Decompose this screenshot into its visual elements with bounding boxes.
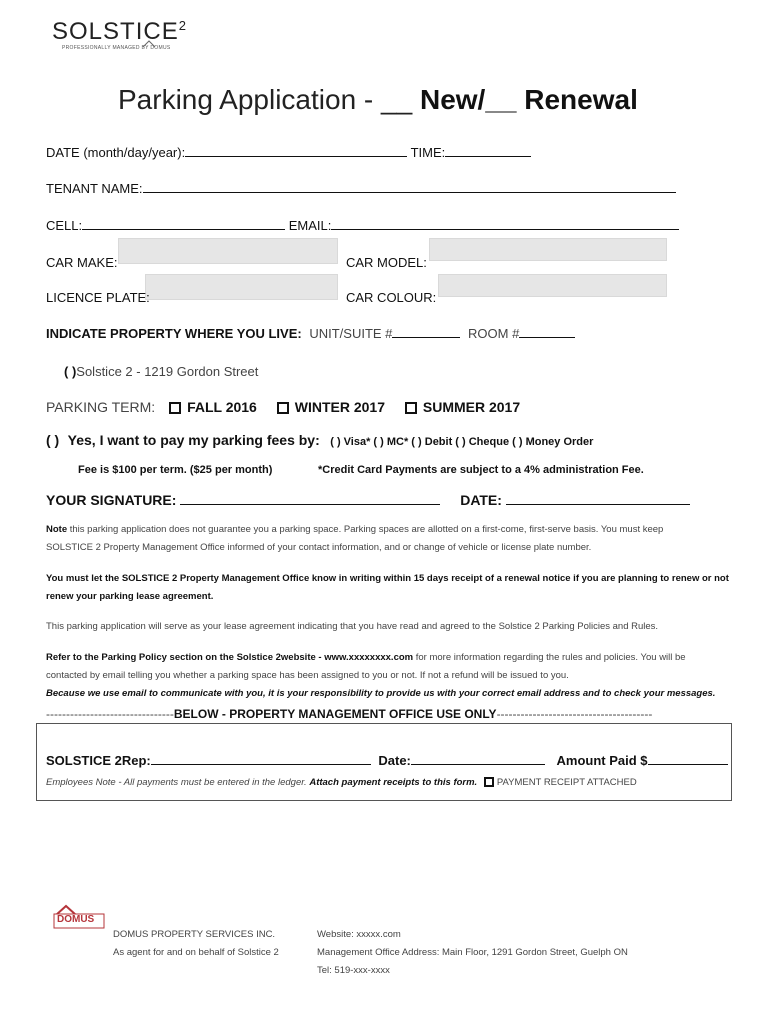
receipt-label: PAYMENT RECEIPT ATTACHED [496, 777, 637, 788]
cell-field[interactable] [82, 219, 285, 230]
email-warning: Because we use email to communicate with you, it is your responsibility to provide us with your correct email address and to check your messages. [46, 688, 716, 699]
payment-row [46, 432, 593, 450]
payment-methods[interactable]: ( ) Visa* ( ) MC* ( ) Debit ( ) Cheque ( ) Money Order [330, 436, 594, 448]
time-label: TIME: [410, 145, 446, 160]
logo-name: SOLSTICE [52, 18, 179, 45]
cell-email-row [46, 218, 679, 233]
refer-bold: Refer to the Parking Policy section on the Solstice 2website - www.xxxxxxxx.com [46, 652, 414, 663]
note-line-1 [46, 524, 663, 535]
tenant-name-field[interactable] [143, 182, 676, 193]
property-option[interactable] [64, 364, 258, 379]
tenant-label: TENANT NAME: [46, 181, 143, 196]
footer-tel: Tel: 519-xxx-xxxx [317, 965, 390, 976]
unit-field[interactable] [392, 327, 460, 338]
car-colour-label: CAR COLOUR: [346, 290, 437, 305]
agreement-note: This parking application will serve as your lease agreement indicating that you have read and agreed to the Solstice 2 Parking Policies and Rules. [46, 621, 659, 632]
office-use-heading [46, 707, 652, 721]
dash-right: --------------------------------------- [496, 707, 653, 721]
term-fall-label: FALL 2016 [187, 399, 257, 415]
footer-website: Website: xxxxx.com [317, 929, 401, 940]
property-row [46, 326, 575, 341]
car-make-field[interactable] [118, 238, 338, 264]
car-model-field[interactable] [429, 238, 667, 261]
renew-line-2: renew your parking lease agreement. [46, 591, 214, 602]
rep-label: SOLSTICE 2Rep: [46, 753, 151, 768]
employee-note-row [46, 777, 637, 788]
unit-label: UNIT/SUITE # [309, 326, 393, 341]
signature-field[interactable] [180, 494, 440, 505]
checkbox-icon [169, 402, 181, 414]
date-label: DATE (month/day/year): [46, 145, 186, 160]
logo-tagline: PROFESSIONALLY MANAGED BY DOMUS [62, 45, 171, 51]
property-option-marker: ( ) [64, 364, 77, 379]
cc-note: *Credit Card Payments are subject to a 4% administration Fee. [318, 464, 644, 476]
fee-note: Fee is $100 per term. ($25 per month) [78, 464, 273, 476]
checkbox-icon [405, 402, 417, 414]
term-option-winter[interactable] [277, 399, 385, 415]
tenant-row [46, 181, 676, 196]
time-field[interactable] [445, 146, 531, 157]
property-option-text: Solstice 2 - 1219 Gordon Street [76, 364, 259, 379]
signature-date-field[interactable] [506, 494, 690, 505]
car-make-label: CAR MAKE: [46, 255, 118, 270]
footer-address: Management Office Address: Main Floor, 1291 Gordon Street, Guelph ON [317, 947, 628, 958]
licence-label: LICENCE PLATE: [46, 290, 150, 305]
term-option-fall[interactable] [169, 399, 257, 415]
amount-label: Amount Paid $ [556, 753, 648, 768]
parking-term-label: PARKING TERM: [46, 399, 156, 415]
office-rep-row [46, 753, 728, 768]
domus-logo-text: DOMUS [57, 914, 95, 925]
note-text-1: this parking application does not guarantee you a parking space. Parking spaces are allotted on a first-come, first-serve basis. You must keep [67, 524, 664, 535]
property-label: INDICATE PROPERTY WHERE YOU LIVE: [46, 326, 302, 341]
email-field[interactable] [331, 219, 679, 230]
receipt-checkbox[interactable] [484, 777, 637, 788]
refer-line-2: contacted by email telling you whether a parking space has been assigned to you or not. If not a refund will be issued to you. [46, 670, 569, 681]
amount-field[interactable] [648, 754, 728, 765]
refer-line-1 [46, 652, 686, 663]
dash-left: -------------------------------- [46, 707, 174, 721]
parking-term-row [46, 399, 520, 415]
page-title [118, 84, 638, 116]
licence-plate-field[interactable] [145, 274, 338, 300]
title-prefix: Parking Application - __ [118, 84, 420, 115]
signature-label: YOUR SIGNATURE: [46, 492, 177, 508]
payment-label: Yes, I want to pay my parking fees by: [67, 432, 320, 448]
signature-date-label: DATE: [460, 492, 502, 508]
roof-icon [142, 40, 156, 48]
refer-rest: for more information regarding the rules and policies. You will be [413, 652, 686, 663]
term-summer-label: SUMMER 2017 [422, 399, 521, 415]
renew-line-1: You must let the SOLSTICE 2 Property Management Office know in writing within 15 days receipt of a renewal notice if you are planning to renew or not [46, 573, 729, 584]
note-line-2: SOLSTICE 2 Property Management Office informed of your contact information, and or change of vehicle or license plate number. [46, 542, 592, 553]
attach-note: Attach payment receipts to this form. [309, 777, 478, 788]
email-label: EMAIL: [288, 218, 332, 233]
date-time-row [46, 145, 531, 160]
solstice-logo [52, 18, 187, 46]
footer-company: DOMUS PROPERTY SERVICES INC. [113, 929, 276, 940]
employee-note: Employees Note - All payments must be entered in the ledger. [46, 777, 310, 788]
room-label: ROOM # [468, 326, 520, 341]
office-date-label: Date: [378, 753, 411, 768]
signature-row [46, 492, 690, 508]
room-field[interactable] [519, 327, 575, 338]
footer-agent: As agent for and on behalf of Solstice 2 [113, 947, 279, 958]
note-bold: Note [46, 524, 68, 535]
cell-label: CELL: [46, 218, 83, 233]
rep-field[interactable] [151, 754, 371, 765]
checkbox-icon [277, 402, 289, 414]
payment-marker[interactable]: ( ) [46, 432, 60, 448]
car-model-label: CAR MODEL: [346, 255, 427, 270]
date-field[interactable] [185, 146, 407, 157]
car-colour-field[interactable] [438, 274, 667, 297]
office-date-field[interactable] [411, 754, 545, 765]
office-use-title: BELOW - PROPERTY MANAGEMENT OFFICE USE ONLY [173, 707, 497, 721]
logo-superscript: 2 [178, 18, 187, 33]
term-winter-label: WINTER 2017 [294, 399, 385, 415]
title-options: New/__ Renewal [419, 84, 638, 115]
checkbox-icon [484, 777, 494, 787]
term-option-summer[interactable] [405, 399, 520, 415]
